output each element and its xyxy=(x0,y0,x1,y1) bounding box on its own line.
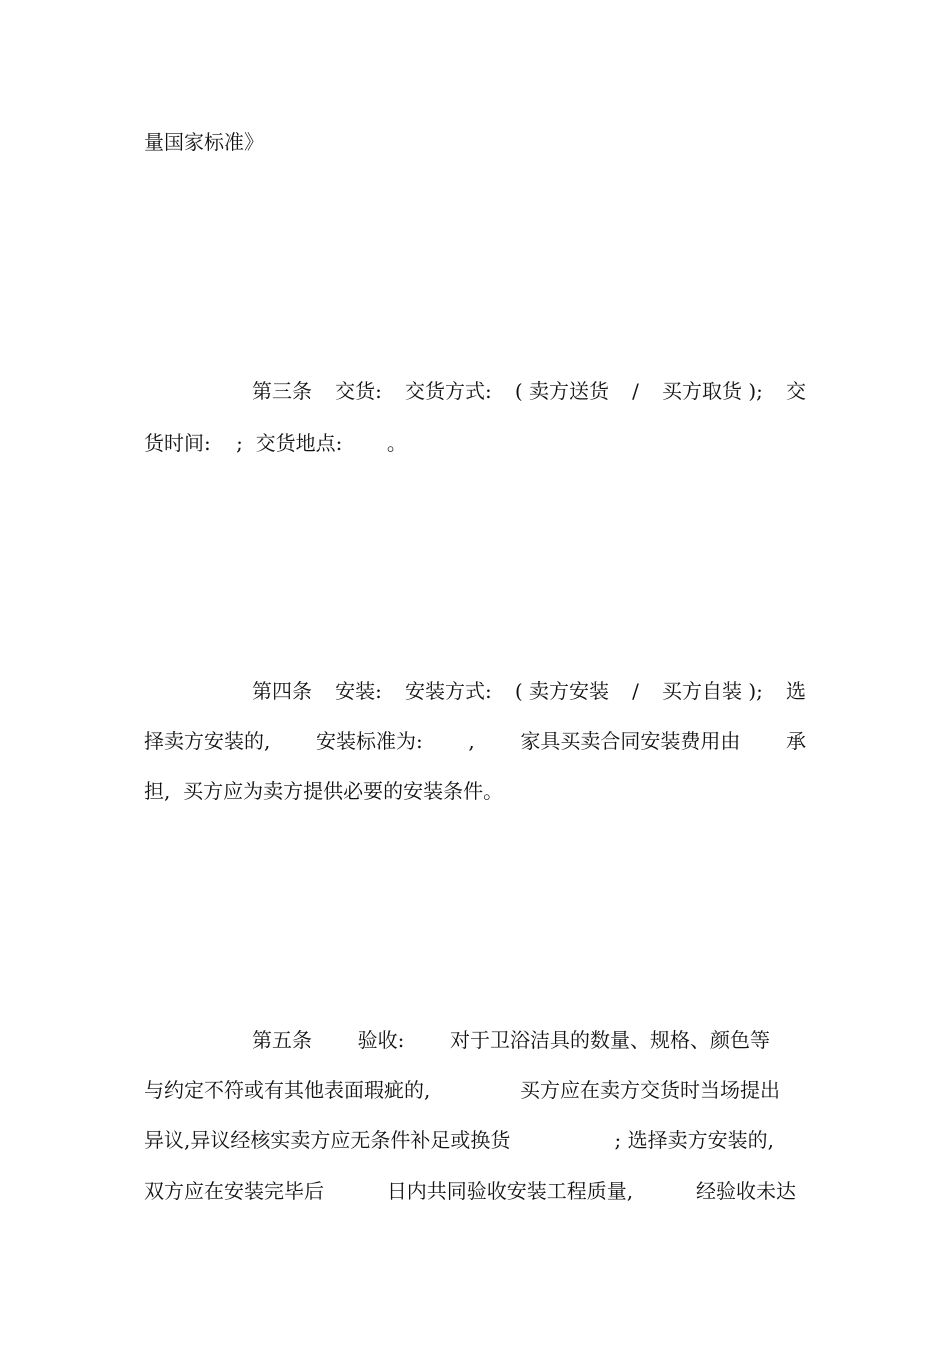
article3-text: ( 卖方送货 xyxy=(514,379,609,403)
article4-text: 承 xyxy=(785,729,806,753)
article5-text: 日内共同验收安装工程质量, xyxy=(386,1179,634,1203)
article5-text: 双方应在安装完毕后 xyxy=(144,1179,324,1203)
article3-text: 买方取货 ); xyxy=(661,379,763,403)
article3-heading: 交货: xyxy=(335,379,382,403)
article3-text: / xyxy=(632,379,639,403)
article4-text: 买方自装 ); xyxy=(661,679,763,703)
article5-text: 异议,异议经核实卖方应无条件补足或换货 xyxy=(144,1128,511,1152)
article5-line2 xyxy=(144,1075,780,1105)
article5-text: 与约定不符或有其他表面瑕疵的, xyxy=(144,1078,431,1102)
article3-number: 第三条 xyxy=(252,379,312,403)
article4-heading: 安装: xyxy=(335,679,382,703)
article5-text: ; 选择卖方安装的, xyxy=(614,1128,774,1152)
article4-text: 择卖方安装的, xyxy=(144,729,271,753)
article4-text: , xyxy=(468,729,475,753)
article4-text: / xyxy=(632,679,639,703)
article4-text: 家具买卖合同安装费用由 xyxy=(520,729,741,753)
article3-text: 交货方式: xyxy=(404,379,492,403)
article4-text: ( 卖方安装 xyxy=(514,679,609,703)
article4-text: 安装标准为: xyxy=(315,729,423,753)
article4-line2 xyxy=(144,726,806,756)
article5-heading: 验收: xyxy=(357,1028,405,1052)
article5-line1 xyxy=(252,1025,770,1055)
article5-text: 买方应在卖方交货时当场提出 xyxy=(520,1078,780,1102)
article3-line1 xyxy=(252,376,806,406)
article5-text: 对于卫浴洁具的数量、规格、颜色等 xyxy=(450,1028,770,1052)
article5-text: 经验收未达 xyxy=(695,1179,796,1203)
article5-number: 第五条 xyxy=(252,1028,312,1052)
article3-line2: 货时间: ; 交货地点: 。 xyxy=(144,431,407,455)
article4-line1 xyxy=(252,676,806,706)
article4-line3: 担, 买方应为卖方提供必要的安装条件。 xyxy=(144,779,504,803)
article5-line4 xyxy=(144,1176,796,1206)
article5-line3 xyxy=(144,1125,774,1155)
intro-tail-line: 量国家标准》 xyxy=(144,130,264,154)
article4-text: 安装方式: xyxy=(404,679,492,703)
article3-text: 交 xyxy=(785,379,806,403)
article4-number: 第四条 xyxy=(252,679,312,703)
article4-text: 选 xyxy=(785,679,806,703)
